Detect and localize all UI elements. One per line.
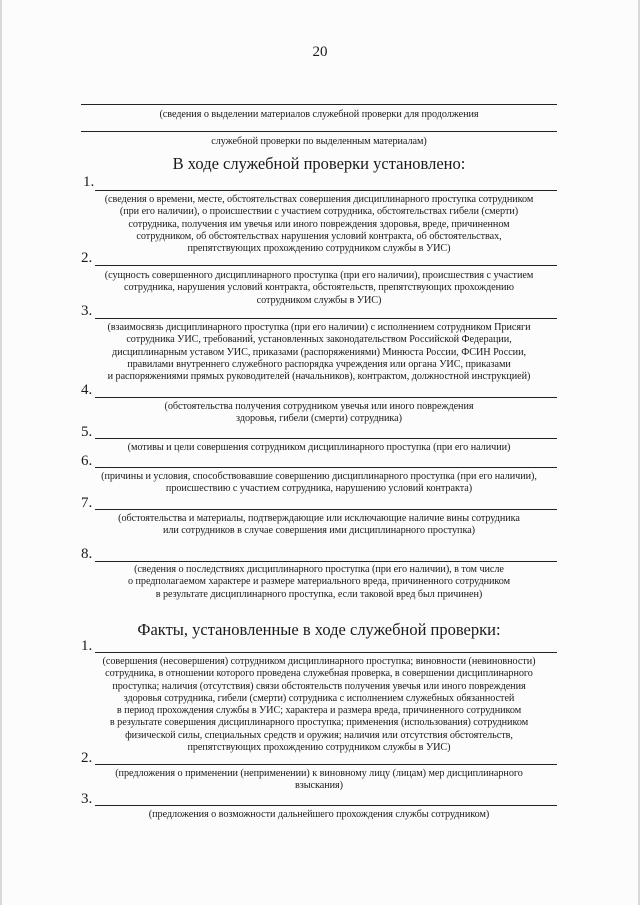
- s2-item3-fill-line: [95, 805, 557, 806]
- s1-item8-caption: (сведения о последствиях дисциплинарного проступка (при его наличии), в том числе о предполагаемом характере и размере материального вреда, причиненного сотрудником в результате дисциплинарного проступка, если таковой вред был причинен): [127, 564, 511, 600]
- s1-item6-caption: (причины и условия, способствовавшие совершению дисциплинарного проступка (при его наличии), происшествию с участием сотрудника, нарушению условий контракта): [101, 471, 537, 495]
- s1-item8-number: 8.: [81, 546, 93, 562]
- s1-item3-caption: (взаимосвязь дисциплинарного проступка (при его наличии) с исполнением сотрудником Присяги сотрудника УИС, требований, установленных законодательством Российской Федерации, дисциплинарным уставом УИС, приказами (распоряжениями) Минюста России, ФСИН России, правилами внутреннего служебного распорядка учреждения или органа УИС, приказами и распоряжениями прямых руководителей (начальников), контрактом, должностной инструкцией): [107, 322, 531, 383]
- s1-item5-caption: (мотивы и цели совершения сотрудником дисциплинарного проступка (при его наличии): [127, 442, 511, 453]
- s1-item1-fill-line: [95, 190, 557, 191]
- s1-item4-fill-line: [95, 397, 557, 398]
- s1-item4-number: 4.: [81, 382, 93, 398]
- s1-item1-caption: (сведения о времени, месте, обстоятельствах совершения дисциплинарного проступка сотрудником (при его наличии), о происшествии с участием сотрудника, обстоятельствах гибели (смерти) сотрудника, получения им увечья или иного повреждения здоровья, вреде, причиненном сотрудником, об обстоятельствах нарушения условий контракта, об обстоятельствах, препятствующих прохождению сотрудником службы в УИС): [104, 194, 534, 255]
- s1-item7-number: 7.: [81, 495, 93, 511]
- s1-item2-caption: (сущность совершенного дисциплинарного проступка (при его наличии), происшествия с участием сотрудника, нарушения условий контракта, обстоятельств, препятствующих прохождению сотрудником службы в УИС): [104, 270, 534, 306]
- s1-item7-fill-line: [95, 509, 557, 510]
- s2-item1-caption: (совершения (несовершения) сотрудником дисциплинарного проступка; виновности (невиновности) сотрудника, в отношении которого проведена служебная проверка, в совершении дисциплинарного проступка; наличия (отсутствия) связи обстоятельств получения увечья или иного повреждения здоровья сотрудника, гибели (смерти) сотрудника с исполнением служебных обязанностей в период прохождения службы в УИС; характера и размера вреда, причиненного сотрудником в результате совершения дисциплинарного проступка; применения (использования) сотрудником физической силы, специальных средств и оружия; наличия или отсутствия обстоятельств, препятствующих прохождению сотрудником службы в УИС): [102, 656, 536, 754]
- s1-item6-number: 6.: [81, 453, 93, 469]
- s2-item1-number: 1.: [81, 638, 93, 654]
- s1-item7-caption: (обстоятельства и материалы, подтверждающие или исключающие наличие вины сотрудника или сотрудников в случае совершения ими дисциплинарного проступка): [118, 513, 520, 537]
- s1-item5-number: 5.: [81, 424, 93, 440]
- header-caption-line2: служебной проверки по выделенным материалам): [211, 136, 427, 147]
- s2-item3-caption: (предложения о возможности дальнейшего прохождения службы сотрудником): [148, 809, 490, 820]
- s1-item1-number: 1.: [83, 174, 95, 190]
- header-fill-line: [81, 104, 557, 105]
- s2-item3-number: 3.: [81, 791, 93, 807]
- s2-item1-fill-line: [95, 652, 557, 653]
- header-caption-line1: (сведения о выделении материалов служебной проверки для продолжения: [159, 109, 479, 120]
- page-edge-left: [0, 0, 2, 905]
- s1-item3-fill-line: [95, 318, 557, 319]
- s1-item5-fill-line: [95, 438, 557, 439]
- header-fill-line-2: [81, 131, 557, 132]
- s1-item2-number: 2.: [81, 250, 93, 266]
- s1-item2-fill-line: [95, 265, 557, 266]
- s1-item3-number: 3.: [81, 303, 93, 319]
- section2-title: Факты, установленные в ходе служебной проверки:: [137, 620, 501, 639]
- s1-item8-fill-line: [95, 561, 557, 562]
- s1-item4-caption: (обстоятельства получения сотрудником увечья или иного повреждения здоровья, гибели (смерти) сотрудника): [164, 401, 474, 425]
- s2-item2-caption: (предложения о применении (неприменении) к виновному лицу (лицам) мер дисциплинарного взыскания): [115, 768, 523, 792]
- s2-item2-number: 2.: [81, 750, 93, 766]
- s2-item2-fill-line: [95, 764, 557, 765]
- section1-title: В ходе служебной проверки установлено:: [172, 154, 466, 173]
- page-number: 20: [312, 44, 328, 60]
- s1-item6-fill-line: [95, 467, 557, 468]
